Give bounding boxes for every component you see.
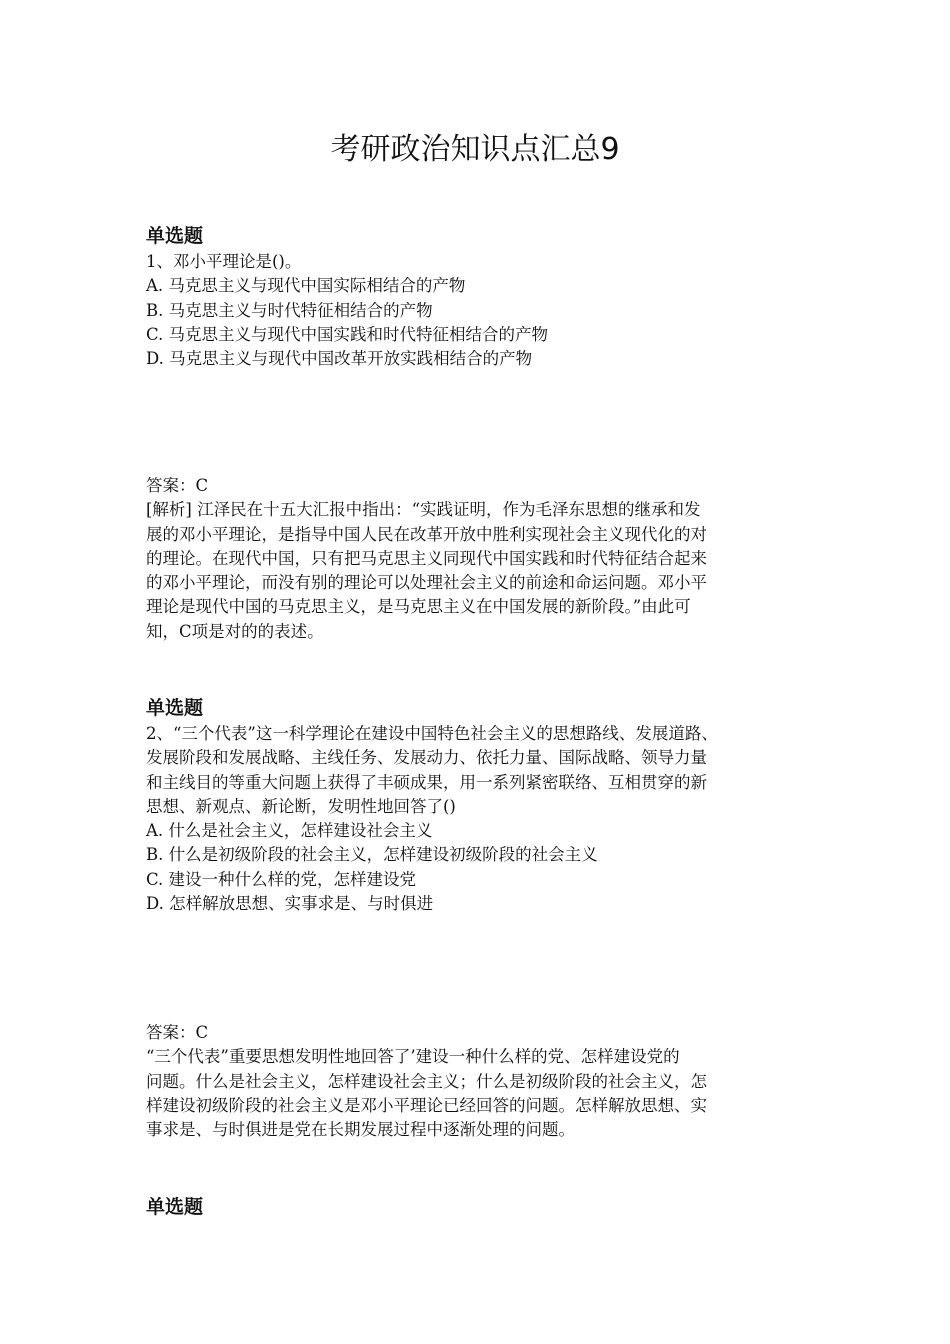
option-c: C. 马克思主义与现代中国实践和时代特征相结合的产物: [146, 324, 549, 344]
question-3: [146, 1193, 818, 1221]
question-type-heading: 单选题: [146, 697, 204, 719]
option-b: B. 什么是初级阶段的社会主义，怎样建设初级阶段的社会主义: [146, 845, 598, 865]
explanation-line: 样建设初级阶段的社会主义是邓小平理论已经回答的问题。怎样解放思想、实: [146, 1095, 707, 1115]
explanation-line: 问题。什么是社会主义，怎样建设社会主义；什么是初级阶段的社会主义，怎: [146, 1071, 707, 1091]
question-stem: 1、邓小平理论是()。: [146, 252, 302, 271]
explanation-line: 理论是现代中国的马克思主义，是马克思主义在中国发展的新阶段。”由此可: [146, 597, 691, 617]
explanation-line: “三个代表”重要思想发明性地回答了’建设一种什么样的党、怎样建设党的: [146, 1047, 680, 1067]
question-stem-line: 2、“三个代表”这一科学理论在建设中国特色社会主义的思想路线、发展道路、: [146, 724, 718, 743]
answer-label: 答案：C: [146, 1023, 209, 1042]
explanation-line: [解析] 江泽民在十五大汇报中指出：“实践证明，作为毛泽东思想的继承和发: [146, 500, 701, 520]
question-2: [146, 694, 818, 916]
question-1: [146, 222, 818, 371]
document-title: 考研政治知识点汇总9: [330, 132, 620, 167]
answer-2: [146, 1021, 818, 1142]
option-a: A. 什么是社会主义，怎样建设社会主义: [146, 821, 433, 841]
explanation-line: 知，C项是对的的表述。: [146, 621, 324, 641]
explanation-line: 的邓小平理论，而没有别的理论可以处理社会主义的前途和命运问题。邓小平: [146, 573, 707, 593]
explanation-line: 展的邓小平理论，是指导中国人民在改革开放中胜利实现社会主义现代化的对: [146, 524, 707, 544]
question-type-heading: 单选题: [146, 1196, 204, 1218]
question-type-heading: 单选题: [146, 225, 204, 247]
question-stem-line: 发展阶段和发展战略、主线任务、发展动力、依托力量、国际战略、领导力量: [146, 748, 707, 768]
option-c: C. 建设一种什么样的党，怎样建设党: [146, 869, 417, 889]
question-stem-line: 和主线目的等重大问题上获得了丰硕成果，用一系列紧密联络、互相贯穿的新: [146, 772, 707, 792]
answer-label: 答案：C: [146, 476, 209, 495]
explanation-line: 的理论。在现代中国，只有把马克思主义同现代中国实践和时代特征结合起来: [146, 548, 707, 568]
option-a: A. 马克思主义与现代中国实际相结合的产物: [146, 276, 466, 296]
option-d: D. 马克思主义与现代中国改革开放实践相结合的产物: [146, 349, 533, 369]
option-d: D. 怎样解放思想、实事求是、与时俱进: [146, 894, 434, 914]
option-b: B. 马克思主义与时代特征相结合的产物: [146, 300, 433, 320]
question-stem-line: 思想、新观点、新论断，发明性地回答了(): [146, 796, 456, 816]
answer-1: [146, 474, 818, 644]
explanation-line: 事求是、与时俱进是党在长期发展过程中逐渐处理的问题。: [146, 1120, 575, 1140]
